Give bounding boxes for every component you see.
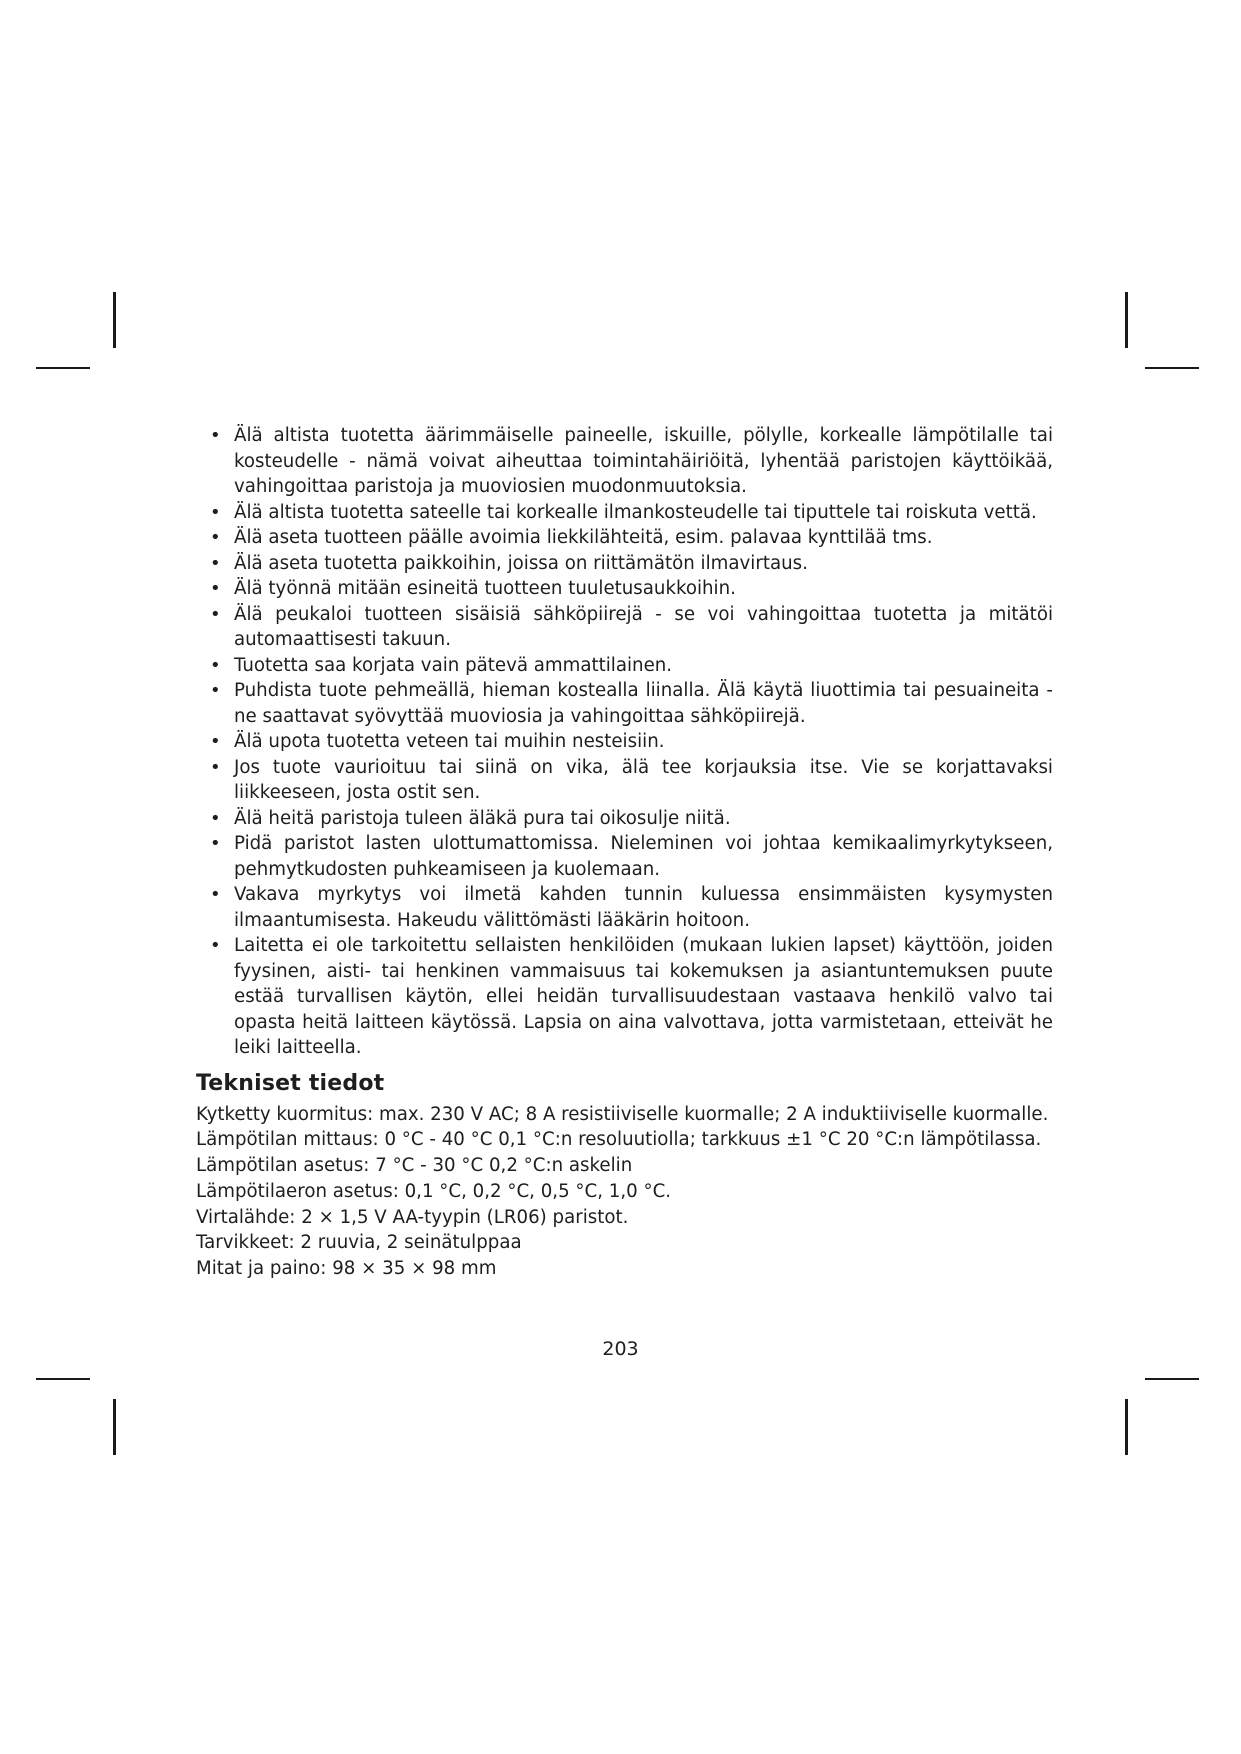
list-item: • Älä heitä paristoja tuleen äläkä pura tai oikosulje niitä. bbox=[196, 806, 1053, 832]
list-item: • Älä aseta tuotetta paikkoihin, joissa on riittämätön ilmavirtaus. bbox=[196, 551, 1053, 577]
specs-heading: Tekniset tiedot bbox=[196, 1070, 385, 1096]
safety-list bbox=[196, 423, 1053, 1061]
list-item: • Puhdista tuote pehmeällä, hieman kostealla liinalla. Älä käytä liuottimia tai pesuaineita - ne saattavat syövyttää muoviosia ja vahingoittaa sähköpiirejä. bbox=[196, 678, 1053, 729]
list-item: • Älä upota tuotetta veteen tai muihin nesteisiin. bbox=[196, 729, 1053, 755]
crop-mark-bottom-left-vertical bbox=[113, 1399, 116, 1455]
spec-line: Tarvikkeet: 2 ruuvia, 2 seinätulppaa bbox=[196, 1232, 522, 1254]
list-item: • Pidä paristot lasten ulottumattomissa. Nieleminen voi johtaa kemikaalimyrkytykseen, pehmytkudosten puhkeamiseen ja kuolemaan. bbox=[196, 831, 1053, 882]
crop-mark-bottom-right-horizontal bbox=[1145, 1378, 1199, 1380]
list-item: • Älä altista tuotetta äärimmäiselle paineelle, iskuille, pölylle, korkealle lämpötilalle tai kosteudelle - nämä voivat aiheuttaa toimintahäiriöitä, lyhentää paristojen käyttöikää, vahingoittaa paristoja ja muoviosien muodonmuutoksia. bbox=[196, 423, 1053, 500]
list-item: • Älä työnnä mitään esineitä tuotteen tuuletusaukkoihin. bbox=[196, 576, 1053, 602]
list-item: • Älä aseta tuotteen päälle avoimia liekkilähteitä, esim. palavaa kynttilää tms. bbox=[196, 525, 1053, 551]
list-item: • Älä peukaloi tuotteen sisäisiä sähköpiirejä - se voi vahingoittaa tuotetta ja mitätöi automaattisesti takuun. bbox=[196, 602, 1053, 653]
spec-line: Mitat ja paino: 98 × 35 × 98 mm bbox=[196, 1258, 497, 1280]
specs-list bbox=[196, 1102, 1053, 1283]
spec-line: Lämpötilaeron asetus: 0,1 °C, 0,2 °C, 0,5 °C, 1,0 °C. bbox=[196, 1180, 672, 1202]
page-content bbox=[196, 423, 1053, 1282]
list-item: • Tuotetta saa korjata vain pätevä ammattilainen. bbox=[196, 653, 1053, 679]
spec-line: Lämpötilan mittaus: 0 °C - 40 °C 0,1 °C:n resoluutiolla; tarkkuus ±1 °C 20 °C:n lämpötilassa. bbox=[196, 1129, 1042, 1151]
crop-mark-top-right-horizontal bbox=[1145, 367, 1199, 369]
list-item: • Laitetta ei ole tarkoitettu sellaisten henkilöiden (mukaan lukien lapset) käyttöön, joiden fyysinen, aisti- tai henkinen vammaisuus tai kokemuksen ja asiantuntemuksen puute estää turvallisen käytön, ellei heidän turvallisuudestaan vastaava henkilö valvo tai opasta heitä laitteen käytössä. Lapsia on aina valvottava, jotta varmistetaan, etteivät he leiki laitteella. bbox=[196, 933, 1053, 1061]
spec-line: Kytketty kuormitus: max. 230 V AC; 8 A resistiiviselle kuormalle; 2 A induktiiviselle kuormalle. bbox=[196, 1103, 1049, 1125]
crop-mark-top-right-vertical bbox=[1125, 292, 1128, 348]
crop-mark-bottom-left-horizontal bbox=[36, 1378, 90, 1380]
page-number: 203 bbox=[602, 1338, 639, 1360]
crop-mark-top-left-horizontal bbox=[36, 367, 90, 369]
crop-mark-top-left-vertical bbox=[113, 292, 116, 348]
list-item: • Älä altista tuotetta sateelle tai korkealle ilmankosteudelle tai tiputtele tai roiskuta vettä. bbox=[196, 500, 1053, 526]
spec-line: Virtalähde: 2 × 1,5 V AA-tyypin (LR06) paristot. bbox=[196, 1206, 629, 1228]
crop-mark-bottom-right-vertical bbox=[1125, 1399, 1128, 1455]
list-item: • Vakava myrkytys voi ilmetä kahden tunnin kuluessa ensimmäisten kysymysten ilmaantumisesta. Hakeudu välittömästi lääkärin hoitoon. bbox=[196, 882, 1053, 933]
list-item: • Jos tuote vaurioituu tai siinä on vika, älä tee korjauksia itse. Vie se korjattavaksi liikkeeseen, josta ostit sen. bbox=[196, 755, 1053, 806]
spec-line: Lämpötilan asetus: 7 °C - 30 °C 0,2 °C:n askelin bbox=[196, 1155, 633, 1177]
